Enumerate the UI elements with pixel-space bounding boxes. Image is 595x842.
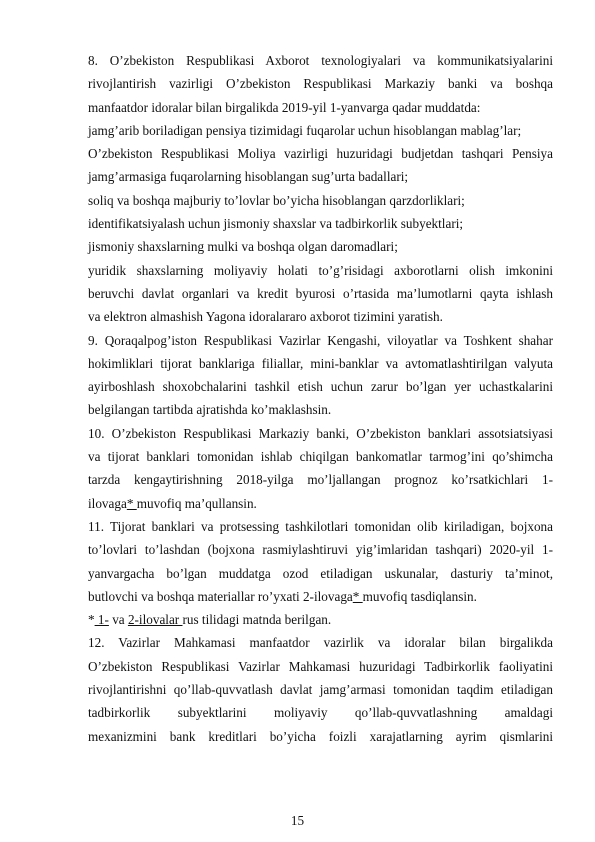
text-line: manfaatdor idoralar bilan birgalikda 2019-yil 1-yanvarga qadar muddatda: — [88, 99, 481, 115]
text-line: rivojlantirishni qo’llab-quvvatlash davlat jamg’armasi tomonidan taqdim etiladigan — [88, 682, 553, 698]
page-number: 15 — [290, 813, 305, 828]
footnote-line — [88, 608, 553, 631]
text-line — [88, 585, 553, 608]
text-line: ayirboshlash shoxobchalarini tashkil etish uchun zarur bo’lgan yer uchastkalarini — [88, 379, 553, 395]
text-line: tarzda kengaytirishning 2018-yilga mo’ljallangan prognoz ko’rsatkichlari 1- — [88, 472, 553, 488]
text-line: 11. Tijorat banklari va protsessing tashkilotlari tomonidan olib kiriladigan, bojxona — [88, 518, 553, 534]
footnote-link[interactable]: * — [126, 495, 137, 511]
text-line: jismoniy shaxslarning mulki va boshqa olgan daromadlari; — [88, 239, 398, 255]
text-line: hokimliklari tijorat banklariga filiallar, mini-banklar va avtomatlashtirilgan valyuta — [88, 355, 553, 371]
text-line: 8. O’zbekiston Respublikasi Axborot texnologiyalari va kommunikatsiyalarini — [88, 53, 553, 68]
text-line: O’zbekiston Respublikasi Moliya vazirligi huzuridagi budjetdan tashqari Pensiya — [88, 146, 553, 162]
text-line: 10. O’zbekiston Respublikasi Markaziy banki, O’zbekiston banklari assotsiatsiyasi — [88, 425, 553, 441]
text-line: 12. Vazirlar Mahkamasi manfaatdor vazirlik va idoralar bilan birgalikda — [88, 635, 553, 651]
line-text: rus tilidagi matnda berilgan. — [182, 612, 332, 628]
line-text: muvofiq ma’qullansin. — [136, 495, 257, 511]
text-line: mexanizmini bank kreditlari bo’yicha foizli xarajatlarning ayrim qismlarini — [88, 728, 553, 744]
text-line: 9. Qoraqalpog’iston Respublikasi Vazirlar Kengashi, viloyatlar va Toshkent shahar — [88, 332, 553, 348]
appendix-1-link[interactable]: 1- — [94, 612, 109, 628]
text-line: to’lovlari to’lashdan (bojxona rasmiylashtiruvi yig’imlaridan tashqari) 2020-yil 1- — [88, 542, 553, 558]
text-line: belgilangan tartibda ajratishda ko’maklashsin. — [88, 402, 332, 418]
text-line: tadbirkorlik subyektlarini moliyaviy qo’llab-quvvatlashning amaldagi — [88, 705, 553, 721]
text-line: jamg’arib boriladigan pensiya tizimidagi fuqarolar uchun hisoblangan mablag’lar; — [88, 122, 522, 138]
text-line — [88, 492, 553, 515]
text-line: va tijorat banklari tomonidan ishlab chiqilgan bankomatlar tarmog’ini qo’shimcha — [88, 449, 553, 465]
text-line: soliq va boshqa majburiy to’lovlar bo’yicha hisoblangan qarzdorliklari; — [88, 192, 465, 208]
footnote-link[interactable]: * — [352, 588, 363, 604]
text-line: O’zbekiston Respublikasi Vazirlar Mahkamasi huzuridagi Tadbirkorlik faoliyatini — [88, 658, 553, 674]
text-line: yanvargacha bo’lgan muddatga ozod etiladigan uskunalar, dasturiy ta’minot, — [88, 565, 553, 581]
document-body — [88, 49, 553, 748]
appendix-2-link[interactable]: 2-ilovalar — [127, 612, 183, 628]
line-text: muvofiq tasdiqlansin. — [362, 588, 477, 604]
line-text: va — [108, 612, 128, 628]
text-line: va elektron almashish Yagona idoralararo axborot tizimini yaratish. — [88, 309, 443, 325]
text-line: jamg’armasiga fuqarolarning hisoblangan sug’urta badallari; — [88, 169, 409, 185]
text-line: rivojlantirish vazirligi O’zbekiston Respublikasi Markaziy banki va boshqa — [88, 76, 553, 92]
footnote-marker: * — [88, 612, 95, 628]
text-line: yuridik shaxslarning moliyaviy holati to’g’risidagi axborotlarni olish imkonini — [88, 262, 553, 278]
line-text: butlovchi va boshqa materiallar ro’yxati 2-ilovaga — [88, 588, 353, 604]
line-text: ilovaga — [88, 495, 127, 511]
text-line: identifikatsiyalash uchun jismoniy shaxslar va tadbirkorlik subyektlari; — [88, 216, 464, 232]
text-line: beruvchi davlat organlari va kredit byurosi o’rtasida ma’lumotlarni qayta ishlash — [88, 285, 553, 301]
